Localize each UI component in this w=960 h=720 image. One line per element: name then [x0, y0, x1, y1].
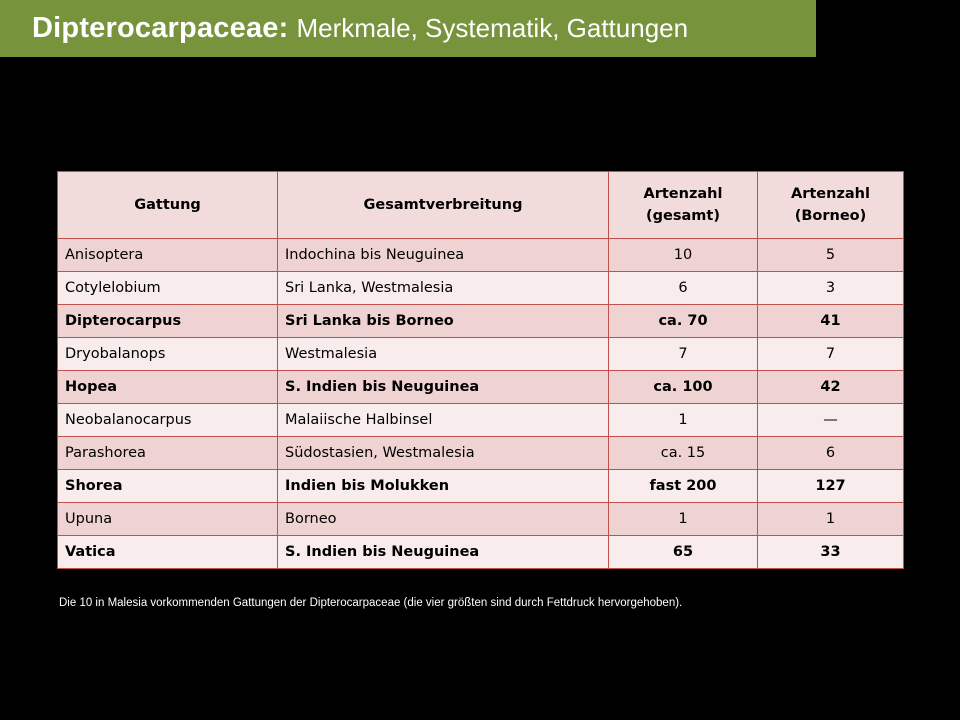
- title-main: Dipterocarpaceae:: [32, 12, 289, 44]
- header-artenzahl-gesamt-line2: (gesamt): [646, 208, 720, 224]
- cell-artenzahl-borneo: 127: [758, 470, 904, 503]
- title-bar: [0, 0, 816, 57]
- cell-artenzahl-gesamt: ca. 15: [609, 437, 758, 470]
- cell-artenzahl-gesamt: ca. 70: [609, 305, 758, 338]
- header-artenzahl-gesamt-line1: Artenzahl: [643, 186, 723, 202]
- cell-artenzahl-gesamt: 65: [609, 536, 758, 569]
- cell-verbreitung: Indochina bis Neuguinea: [278, 239, 609, 272]
- table-row: [58, 371, 904, 404]
- table-caption: Die 10 in Malesia vorkommenden Gattungen der Dipterocarpaceae (die vier größten sind durch Fettdruck hervorgehoben).: [59, 597, 683, 609]
- table-row: [58, 470, 904, 503]
- table-row: [58, 437, 904, 470]
- cell-gattung: Vatica: [58, 536, 278, 569]
- cell-artenzahl-borneo: 42: [758, 371, 904, 404]
- title-sub: Merkmale, Systematik, Gattungen: [296, 13, 689, 43]
- table-row: [58, 536, 904, 569]
- header-artenzahl-borneo-line2: (Borneo): [794, 208, 867, 224]
- table-row: [58, 404, 904, 437]
- cell-artenzahl-gesamt: 6: [609, 272, 758, 305]
- table-row: [58, 272, 904, 305]
- header-artenzahl-borneo-line1: Artenzahl: [791, 186, 870, 202]
- cell-artenzahl-gesamt: 10: [609, 239, 758, 272]
- cell-verbreitung: Malaiische Halbinsel: [278, 404, 609, 437]
- cell-gattung: Neobalanocarpus: [58, 404, 278, 437]
- cell-gattung: Anisoptera: [58, 239, 278, 272]
- cell-gattung: Parashorea: [58, 437, 278, 470]
- cell-verbreitung: Sri Lanka, Westmalesia: [278, 272, 609, 305]
- table-header-row: [58, 172, 904, 239]
- cell-artenzahl-gesamt: 1: [609, 404, 758, 437]
- cell-verbreitung: Südostasien, Westmalesia: [278, 437, 609, 470]
- cell-artenzahl-borneo: 7: [758, 338, 904, 371]
- cell-artenzahl-borneo: 5: [758, 239, 904, 272]
- header-gesamtverbreitung: Gesamtverbreitung: [278, 172, 609, 239]
- cell-gattung: Upuna: [58, 503, 278, 536]
- genera-table: [57, 171, 904, 569]
- cell-verbreitung: Westmalesia: [278, 338, 609, 371]
- cell-artenzahl-borneo: 6: [758, 437, 904, 470]
- header-artenzahl-gesamt: [609, 172, 758, 239]
- cell-gattung: Hopea: [58, 371, 278, 404]
- cell-artenzahl-gesamt: 7: [609, 338, 758, 371]
- cell-artenzahl-gesamt: ca. 100: [609, 371, 758, 404]
- table-row: [58, 503, 904, 536]
- cell-gattung: Shorea: [58, 470, 278, 503]
- table-row: [58, 305, 904, 338]
- cell-verbreitung: Indien bis Molukken: [278, 470, 609, 503]
- cell-gattung: Dipterocarpus: [58, 305, 278, 338]
- cell-artenzahl-borneo: 33: [758, 536, 904, 569]
- header-artenzahl-borneo: [758, 172, 904, 239]
- cell-artenzahl-gesamt: 1: [609, 503, 758, 536]
- cell-verbreitung: Borneo: [278, 503, 609, 536]
- header-gattung: Gattung: [58, 172, 278, 239]
- cell-artenzahl-gesamt: fast 200: [609, 470, 758, 503]
- cell-artenzahl-borneo: 1: [758, 503, 904, 536]
- cell-artenzahl-borneo: 3: [758, 272, 904, 305]
- table-row: [58, 338, 904, 371]
- cell-artenzahl-borneo: —: [758, 404, 904, 437]
- cell-verbreitung: S. Indien bis Neuguinea: [278, 536, 609, 569]
- cell-verbreitung: S. Indien bis Neuguinea: [278, 371, 609, 404]
- cell-artenzahl-borneo: 41: [758, 305, 904, 338]
- cell-gattung: Dryobalanops: [58, 338, 278, 371]
- cell-gattung: Cotylelobium: [58, 272, 278, 305]
- cell-verbreitung: Sri Lanka bis Borneo: [278, 305, 609, 338]
- table-row: [58, 239, 904, 272]
